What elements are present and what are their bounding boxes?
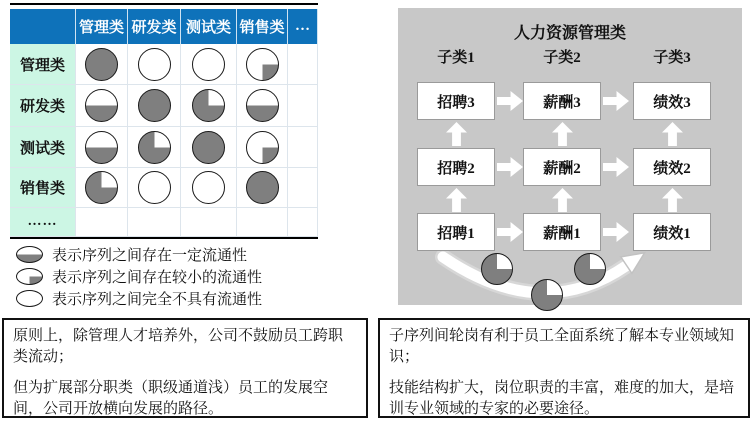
flow-pie [85,131,118,164]
matrix-row-label: 销售类 [10,168,76,208]
matrix-cell [288,85,318,127]
note-box-left [2,318,368,418]
matrix-cell [76,168,128,208]
flow-pie [192,131,225,164]
quarter-pie-icon [16,268,43,285]
matrix-cell [76,44,128,85]
pie-legend [16,245,262,311]
matrix-col-header: 管理类 [76,9,128,44]
note-paragraph: 子序列间轮岗有利于员工全面系统了解本专业领域知识； [389,328,735,366]
matrix-cell [237,127,288,168]
subclass-1-label: 子类1 [437,50,475,66]
matrix-cell [288,127,318,168]
flow-box: 绩效1 [633,213,711,251]
legend-item [16,267,262,285]
rotation-pie [531,279,563,311]
matrix-cell [76,127,128,168]
matrix-cell [128,208,181,237]
flow-pie [85,171,118,204]
empty-pie-icon [16,290,43,307]
matrix-cell [181,168,237,208]
flow-pie [138,171,171,204]
note-paragraph: 技能结构扩大，岗位职责的丰富，难度的加大，是培训专业领域的专家的必要途径。 [389,379,735,417]
flow-box: 招聘3 [417,82,495,120]
flow-pie [246,89,279,122]
matrix-col-header: 销售类 [237,9,288,44]
matrix-cell [288,208,318,237]
matrix-cell [181,208,237,237]
flow-box: 绩效2 [633,148,711,186]
note-paragraph: 但为扩展部分职类（职级通道浅）员工的发展空间，公司开放横向发展的路径。 [13,379,329,417]
flow-box: 绩效3 [633,82,711,120]
matrix-row-label: 研发类 [10,85,76,127]
matrix-row-label: 测试类 [10,127,76,168]
matrix-cell [288,168,318,208]
matrix-cell [288,44,318,85]
flow-pie [246,48,279,81]
flow-pie [85,48,118,81]
matrix-cell [237,44,288,85]
matrix-row-label-ellipsis: …… [10,208,76,237]
matrix-cell [76,85,128,127]
matrix-cell [76,208,128,237]
flow-box: 薪酬1 [523,213,601,251]
subclass-2-label: 子类2 [543,50,581,66]
half-pie-icon [16,246,43,263]
flow-box: 薪酬2 [523,148,601,186]
rotation-pie [481,253,513,285]
matrix-cell [237,168,288,208]
legend-item-label: 表示序列之间完全不具有流通性 [52,291,263,308]
matrix-cell [237,85,288,127]
legend-item-label: 表示序列之间存在一定流通性 [52,247,248,264]
flow-box: 招聘1 [417,213,495,251]
matrix-cell [237,208,288,237]
flow-pie [138,48,171,81]
matrix-col-header: 测试类 [181,9,237,44]
flow-box: 薪酬3 [523,82,601,120]
flow-pie [138,131,171,164]
matrix-cell [181,44,237,85]
matrix-cell [181,127,237,168]
matrix-col-header: 研发类 [128,9,181,44]
panel-title: 人力资源管理类 [513,25,626,42]
subclass-3-label: 子类3 [653,50,691,66]
flow-pie [85,89,118,122]
note-paragraph: 原则上，除管理人才培养外，公司不鼓励员工跨职类流动； [13,328,344,366]
matrix-row-label: 管理类 [10,44,76,85]
matrix-cell [181,85,237,127]
matrix-cell [128,85,181,127]
matrix-col-header: … [288,9,318,44]
note-box-right [378,318,750,418]
matrix-cell [128,44,181,85]
rotation-pie [574,253,606,285]
legend-item [16,289,262,307]
flow-pie [192,171,225,204]
flow-pie [138,89,171,122]
matrix-cell [128,168,181,208]
flow-pie [192,89,225,122]
flow-box: 招聘2 [417,148,495,186]
legend-item-label: 表示序列之间存在较小的流通性 [52,269,263,286]
legend-item [16,245,262,263]
hr-flow-panel [398,8,742,305]
flow-pie [192,48,225,81]
matrix-cell [128,127,181,168]
matrix-corner-cell [10,9,76,44]
flow-pie [246,171,279,204]
flow-matrix-table [10,3,318,239]
flow-pie [246,131,279,164]
